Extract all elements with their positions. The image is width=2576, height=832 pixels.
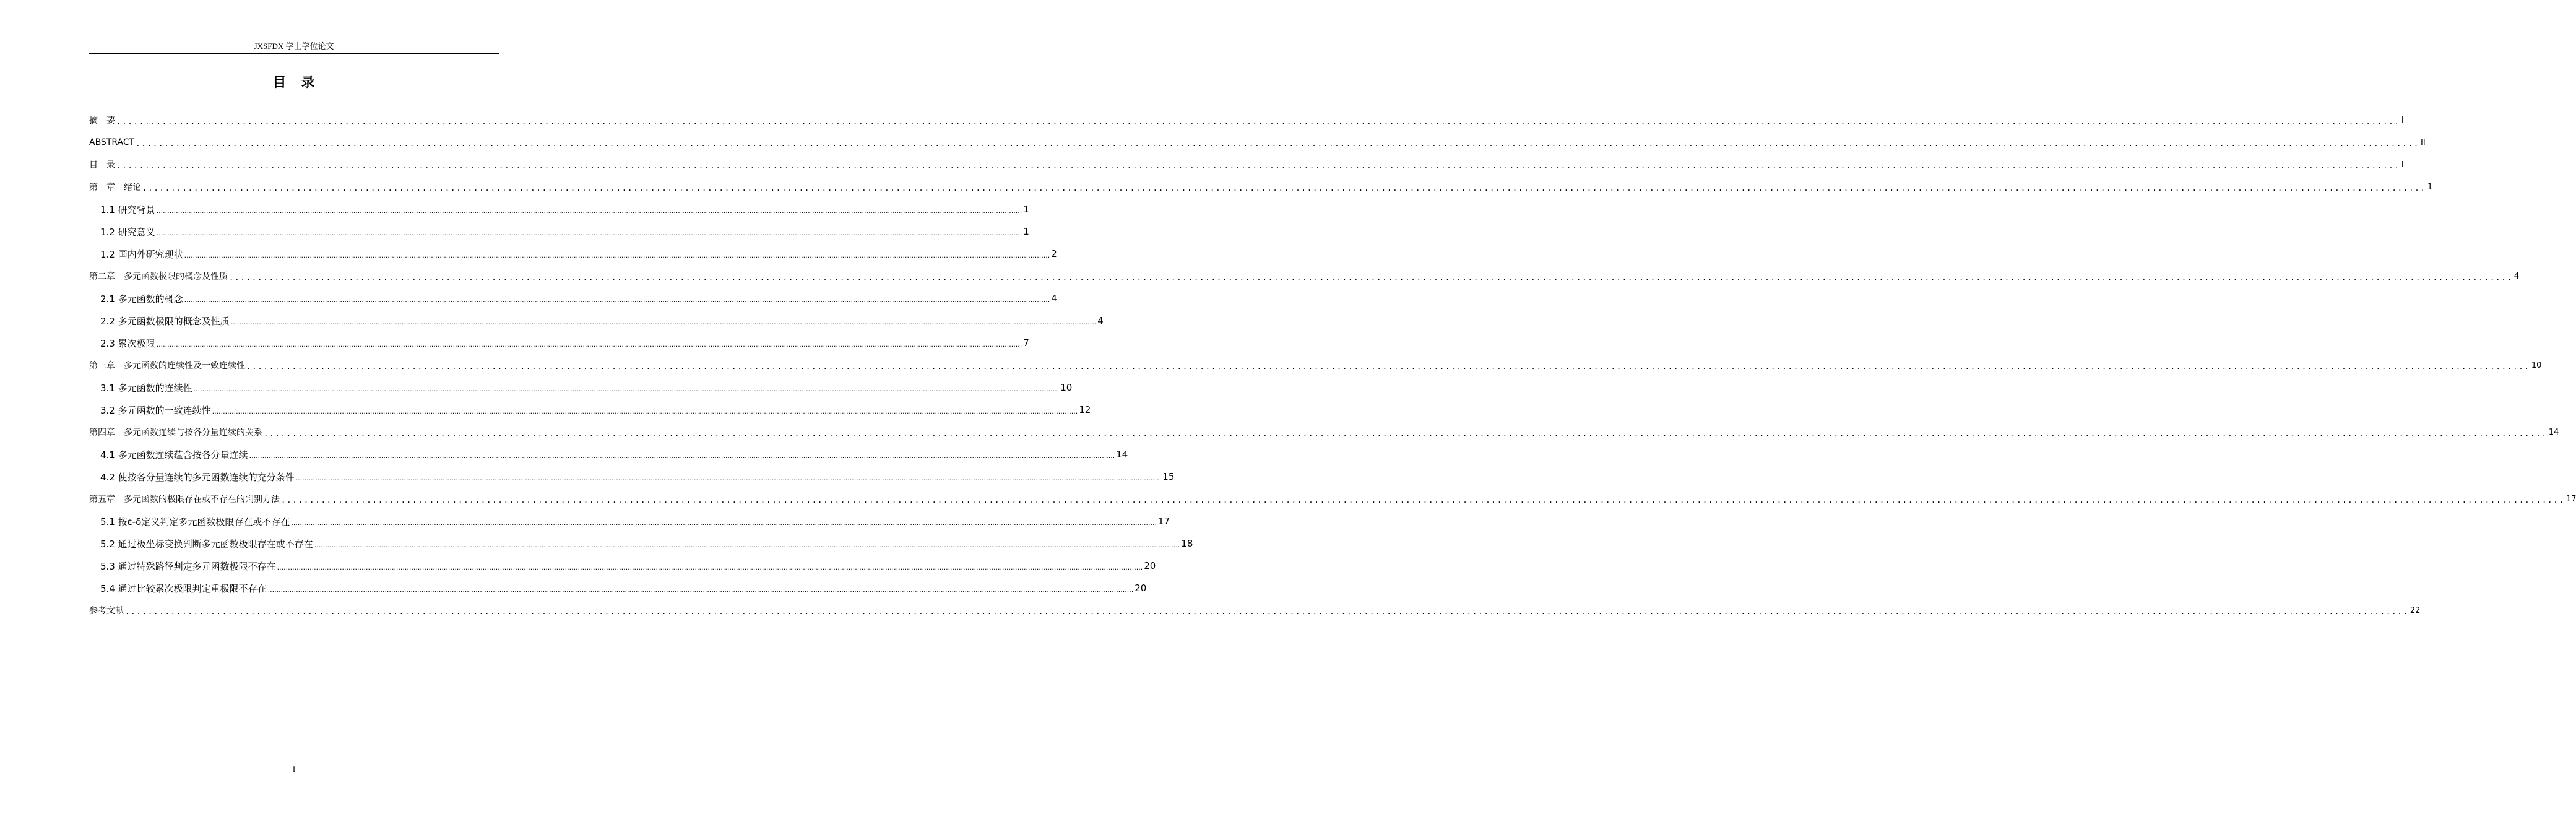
toc-entry-page: 1	[1023, 204, 1029, 215]
toc-entry-page: 10	[2531, 360, 2542, 370]
toc-entry[interactable]	[89, 310, 1104, 332]
toc-entry-page: 7	[1023, 337, 1029, 349]
toc-entry[interactable]	[89, 154, 2404, 176]
dot-leader: ................................................................................................................................................................................................................................................................................................................................................................................................................	[229, 273, 2513, 282]
toc-entry-page: 20	[1144, 560, 1156, 571]
dot-leader: ................................................................................................................................................................................................................................................................................................................................................................................................................	[136, 139, 2420, 148]
toc-entry-label: 3.1 多元函数的连续性	[100, 382, 192, 394]
toc-entry[interactable]	[89, 265, 2520, 287]
running-header: JXSFDX 学士学位论文	[254, 41, 334, 51]
toc-entry[interactable]	[89, 577, 1147, 599]
toc-entry[interactable]	[89, 220, 1029, 243]
toc-entry[interactable]	[89, 176, 2433, 198]
toc-entry-page: 12	[1079, 404, 1091, 415]
toc-entry-page: 14	[2548, 427, 2559, 437]
toc-entry-label: 5.3 通过特殊路径判定多元函数极限不存在	[100, 560, 276, 572]
toc-entry[interactable]	[89, 510, 1170, 532]
toc-entry[interactable]	[89, 243, 1057, 265]
toc-entry-label: 目 录	[89, 160, 115, 170]
toc-entry[interactable]	[89, 332, 1029, 354]
dot-leader: ................................................................................................................................................................................................................................................................................................................................................................................................................	[267, 585, 1134, 594]
toc-entry[interactable]	[89, 599, 2421, 622]
dot-leader: ................................................................................................................................................................................................................................................................................................................................................................................................................	[264, 429, 2548, 438]
toc-entry[interactable]	[89, 488, 2576, 510]
dot-leader: ................................................................................................................................................................................................................................................................................................................................................................................................................	[212, 407, 1078, 415]
toc-entry-label: 1.1 研究背景	[100, 204, 155, 215]
toc-entry[interactable]	[89, 466, 1175, 488]
toc-entry-label: 第五章 多元函数的极限存在或不存在的判别方法	[89, 495, 280, 505]
toc-entry-page: 1	[1023, 226, 1029, 237]
toc-entry-page: I	[2401, 160, 2404, 170]
toc-entry-page: 14	[1116, 449, 1128, 460]
toc-entry[interactable]	[89, 198, 1029, 220]
toc-entry[interactable]	[89, 532, 1193, 555]
dot-leader: ................................................................................................................................................................................................................................................................................................................................................................................................................	[193, 384, 1060, 393]
toc-entry-page: 20	[1135, 583, 1147, 594]
toc-entry-label: 第二章 多元函数极限的概念及性质	[89, 272, 228, 282]
page-number: I	[292, 765, 296, 774]
toc-entry-page: 15	[1162, 471, 1175, 482]
toc-entry-label: 5.1 按ε-δ定义判定多元函数极限存在或不存在	[100, 516, 290, 527]
toc-entry-label: 2.2 多元函数极限的概念及性质	[100, 315, 230, 327]
toc-entry-label: 摘 要	[89, 116, 115, 126]
dot-leader: ................................................................................................................................................................................................................................................................................................................................................................................................................	[249, 451, 1115, 460]
dot-leader: ................................................................................................................................................................................................................................................................................................................................................................................................................	[314, 540, 1180, 549]
dot-leader: ................................................................................................................................................................................................................................................................................................................................................................................................................	[184, 251, 1050, 259]
toc-entry-label: 1.2 国内外研究现状	[100, 248, 183, 260]
toc-entry[interactable]	[89, 443, 1128, 466]
toc-entry[interactable]	[89, 399, 1091, 421]
toc-entry-page: 18	[1181, 538, 1193, 549]
toc-entry-page: 22	[2410, 605, 2421, 615]
page-title: 目 录	[272, 75, 316, 90]
toc-entry-label: 4.1 多元函数连续蕴含按各分量连续	[100, 449, 248, 461]
toc-entry-page: 4	[2513, 271, 2520, 281]
toc-entry-label: 第一章 绪论	[89, 183, 141, 193]
dot-leader: ................................................................................................................................................................................................................................................................................................................................................................................................................	[246, 362, 2530, 371]
toc-entry-label: 5.4 通过比较累次极限判定重极限不存在	[100, 583, 267, 594]
toc-entry[interactable]	[89, 109, 2404, 131]
toc-entry-page: 4	[1097, 315, 1104, 326]
toc-entry-label: 5.2 通过极坐标变换判断多元函数极限存在或不存在	[100, 538, 313, 550]
toc-entry-page: II	[2421, 137, 2426, 147]
dot-leader: ................................................................................................................................................................................................................................................................................................................................................................................................................	[125, 607, 2409, 616]
toc-entry-page: 1	[2427, 182, 2433, 192]
toc-entry-label: 第四章 多元函数连续与按各分量连续的关系	[89, 428, 262, 438]
toc-entry-page: 10	[1060, 382, 1073, 393]
toc-entry-label: ABSTRACT	[89, 137, 135, 147]
toc-entry-label: 4.2 使按各分量连续的多元函数连续的充分条件	[100, 471, 295, 483]
toc-entry-label: 参考文献	[89, 606, 124, 616]
toc-entry-label: 2.1 多元函数的概念	[100, 293, 183, 305]
dot-leader: ................................................................................................................................................................................................................................................................................................................................................................................................................	[277, 563, 1143, 571]
toc-entry-page: I	[2401, 115, 2404, 125]
table-of-contents	[89, 109, 2576, 622]
dot-leader: ................................................................................................................................................................................................................................................................................................................................................................................................................	[116, 117, 2400, 126]
toc-entry[interactable]	[89, 354, 2542, 376]
toc-entry[interactable]	[89, 555, 1156, 577]
toc-entry-page: 17	[2565, 494, 2576, 504]
dot-leader: ................................................................................................................................................................................................................................................................................................................................................................................................................	[116, 162, 2400, 170]
toc-entry-page: 17	[1157, 516, 1170, 527]
dot-leader: ................................................................................................................................................................................................................................................................................................................................................................................................................	[291, 518, 1157, 527]
toc-entry-label: 3.2 多元函数的一致连续性	[100, 404, 211, 416]
toc-entry-label: 第三章 多元函数的连续性及一致连续性	[89, 361, 245, 371]
toc-entry[interactable]	[89, 421, 2559, 443]
toc-entry[interactable]	[89, 376, 1073, 399]
dot-leader: ................................................................................................................................................................................................................................................................................................................................................................................................................	[295, 474, 1162, 482]
toc-entry-label: 2.3 累次极限	[100, 337, 155, 349]
toc-entry-label: 1.2 研究意义	[100, 226, 155, 238]
dot-leader: ................................................................................................................................................................................................................................................................................................................................................................................................................	[156, 340, 1022, 349]
toc-entry[interactable]	[89, 287, 1057, 310]
toc-entry-page: 2	[1051, 248, 1057, 259]
toc-entry[interactable]	[89, 131, 2426, 154]
dot-leader: ................................................................................................................................................................................................................................................................................................................................................................................................................	[156, 206, 1022, 215]
dot-leader: ................................................................................................................................................................................................................................................................................................................................................................................................................	[230, 318, 1097, 326]
dot-leader: ................................................................................................................................................................................................................................................................................................................................................................................................................	[184, 295, 1050, 304]
dot-leader: ................................................................................................................................................................................................................................................................................................................................................................................................................	[156, 228, 1022, 237]
dot-leader: ................................................................................................................................................................................................................................................................................................................................................................................................................	[281, 496, 2565, 505]
header-rule	[89, 53, 499, 54]
dot-leader: ................................................................................................................................................................................................................................................................................................................................................................................................................	[142, 184, 2426, 193]
toc-entry-page: 4	[1051, 293, 1057, 304]
